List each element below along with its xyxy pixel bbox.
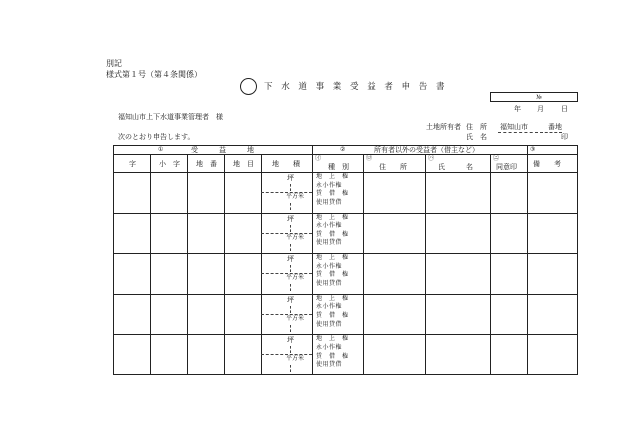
right-type-label: 地 上 権 (316, 173, 349, 180)
col-doui: 同意印 (496, 163, 517, 171)
table-cell[interactable] (364, 335, 424, 374)
section2-label: 所有者以外の受益者（借主など） (374, 146, 479, 154)
intro-text: 次のとおり申告します。 (118, 133, 195, 141)
col-doui-mark: ㋥ (493, 155, 500, 162)
right-type-label: 永小作権 (316, 222, 343, 230)
table-cell[interactable] (426, 254, 489, 293)
right-type-label: 地 上 権 (316, 294, 349, 302)
table-cell[interactable] (528, 254, 577, 293)
heihou-label: 平方米 (286, 314, 305, 322)
table-cell[interactable] (225, 254, 260, 293)
header-line-1 (113, 154, 578, 155)
col-shimei: 氏 名 (438, 163, 473, 171)
right-type-label: 賃 借 権 (316, 312, 349, 319)
table-cell[interactable] (151, 335, 186, 374)
table-cell[interactable] (364, 173, 424, 212)
table-cell[interactable] (426, 295, 489, 334)
heihou-dots (290, 244, 291, 251)
section1-label: 受 益 地 (191, 146, 254, 154)
table-cell[interactable] (151, 295, 186, 334)
right-type-label: 賃 借 権 (316, 230, 349, 238)
table-cell[interactable] (114, 335, 149, 374)
betsuki-label: 別記 (106, 59, 122, 68)
table-cell[interactable] (528, 295, 577, 334)
tsubo-label: 坪 (287, 295, 294, 304)
col-biko: 備 考 (533, 160, 561, 168)
table-cell[interactable] (491, 295, 526, 334)
col-aza: 字 (129, 160, 136, 168)
owner-banchi: 番地 (548, 123, 562, 131)
tsubo-dots (290, 265, 291, 272)
section3-mark: ③ (530, 146, 536, 153)
table-cell[interactable] (528, 214, 577, 253)
table-cell[interactable] (364, 295, 424, 334)
col-chimoku: 地 目 (233, 160, 254, 168)
owner-name-label: 氏 名 (466, 133, 487, 141)
heihou-dots (290, 325, 291, 332)
tsubo-dots (290, 306, 291, 313)
right-type-label: 地 上 権 (316, 213, 349, 221)
col-jusho-mark: ㋺ (366, 155, 373, 162)
table-cell[interactable] (426, 173, 489, 212)
table-cell[interactable] (364, 214, 424, 253)
table-cell[interactable] (114, 295, 149, 334)
tsubo-dots (290, 225, 291, 232)
right-type-label: 地 上 権 (316, 254, 349, 262)
table-cell[interactable] (426, 335, 489, 374)
tsubo-dots (290, 346, 291, 353)
heihou-label: 平方米 (286, 193, 305, 200)
table-cell[interactable] (114, 254, 149, 293)
col-shubetsu: 種 別 (328, 163, 349, 171)
tsubo-label: 坪 (287, 255, 294, 264)
table-cell[interactable] (225, 335, 260, 374)
right-type-label: 永小作権 (316, 344, 343, 351)
addressee: 福知山市上下水道事業管理者 様 (118, 113, 223, 121)
owner-seal: 印 (561, 133, 568, 141)
table-cell[interactable] (114, 214, 149, 253)
table-cell[interactable] (151, 173, 186, 212)
section2-mark: ② (340, 146, 346, 153)
heihou-label: 平方米 (286, 233, 305, 241)
table-cell[interactable] (188, 295, 223, 334)
date-day: 日 (561, 105, 568, 113)
right-type-label: 使用貸借 (316, 320, 343, 328)
heihou-dots (290, 365, 291, 372)
right-type-label: 賃 借 権 (316, 190, 349, 198)
date-month: 月 (537, 105, 544, 113)
col-shubetsu-mark: ㋑ (315, 155, 322, 162)
date-year: 年 (514, 105, 521, 113)
table-cell[interactable] (491, 254, 526, 293)
number-box[interactable] (490, 92, 578, 102)
right-type-label: 永小作権 (316, 303, 343, 311)
section1-mark: ① (158, 146, 164, 153)
right-type-label: 賃 借 権 (316, 271, 349, 279)
table-cell[interactable] (188, 335, 223, 374)
table-cell[interactable] (188, 214, 223, 253)
col-line-5 (312, 145, 313, 375)
form-number: 様式第１号（第４条関係） (106, 70, 202, 79)
tsubo-label: 坪 (287, 336, 294, 345)
right-type-label: 賃 借 権 (316, 352, 349, 360)
right-type-label: 使用貸借 (316, 361, 343, 369)
table-cell[interactable] (225, 214, 260, 253)
table-cell[interactable] (225, 295, 260, 334)
right-type-label: 地 上 権 (316, 335, 349, 343)
right-type-label: 使用貸借 (316, 198, 343, 206)
right-type-label: 使用貸借 (316, 280, 343, 287)
table-cell[interactable] (151, 214, 186, 253)
heihou-dots (290, 203, 291, 210)
col-koaza: 小 字 (159, 160, 180, 168)
table-cell[interactable] (528, 335, 577, 374)
col-shimei-mark: ㋩ (428, 155, 435, 162)
heihou-label: 平方米 (286, 274, 305, 282)
owner-label: 土地所有者 (426, 123, 461, 131)
heihou-label: 平方米 (286, 355, 305, 363)
col-line-4 (261, 154, 262, 375)
heihou-dots (290, 284, 291, 291)
table-cell[interactable] (188, 254, 223, 293)
right-type-label: 使用貸借 (316, 239, 343, 247)
circle-mark (240, 78, 257, 95)
tsubo-dots (290, 184, 291, 191)
table-cell[interactable] (114, 173, 149, 212)
table-cell[interactable] (528, 173, 577, 212)
owner-address-value: 福知山市 (500, 123, 528, 131)
right-type-label: 永小作権 (316, 181, 343, 189)
table-cell[interactable] (225, 173, 260, 212)
table-cell[interactable] (188, 173, 223, 212)
table-cell[interactable] (151, 254, 186, 293)
page-title: 下 水 道 事 業 受 益 者 申 告 書 (264, 82, 445, 92)
right-type-label: 永小作権 (316, 262, 343, 270)
col-chiseki: 地 積 (272, 160, 300, 168)
table-cell[interactable] (426, 214, 489, 253)
owner-address-label: 住 所 (466, 123, 487, 131)
number-label: № (536, 94, 542, 101)
table-cell[interactable] (491, 173, 526, 212)
owner-address-underline (498, 132, 538, 133)
table-cell[interactable] (491, 335, 526, 374)
table-cell[interactable] (491, 214, 526, 253)
table-cell[interactable] (364, 254, 424, 293)
col-chiban: 地 番 (196, 160, 217, 168)
tsubo-label: 坪 (287, 174, 294, 182)
tsubo-label: 坪 (287, 214, 294, 223)
col-jusho: 住 所 (379, 163, 407, 171)
owner-banchi-underline (540, 132, 562, 133)
